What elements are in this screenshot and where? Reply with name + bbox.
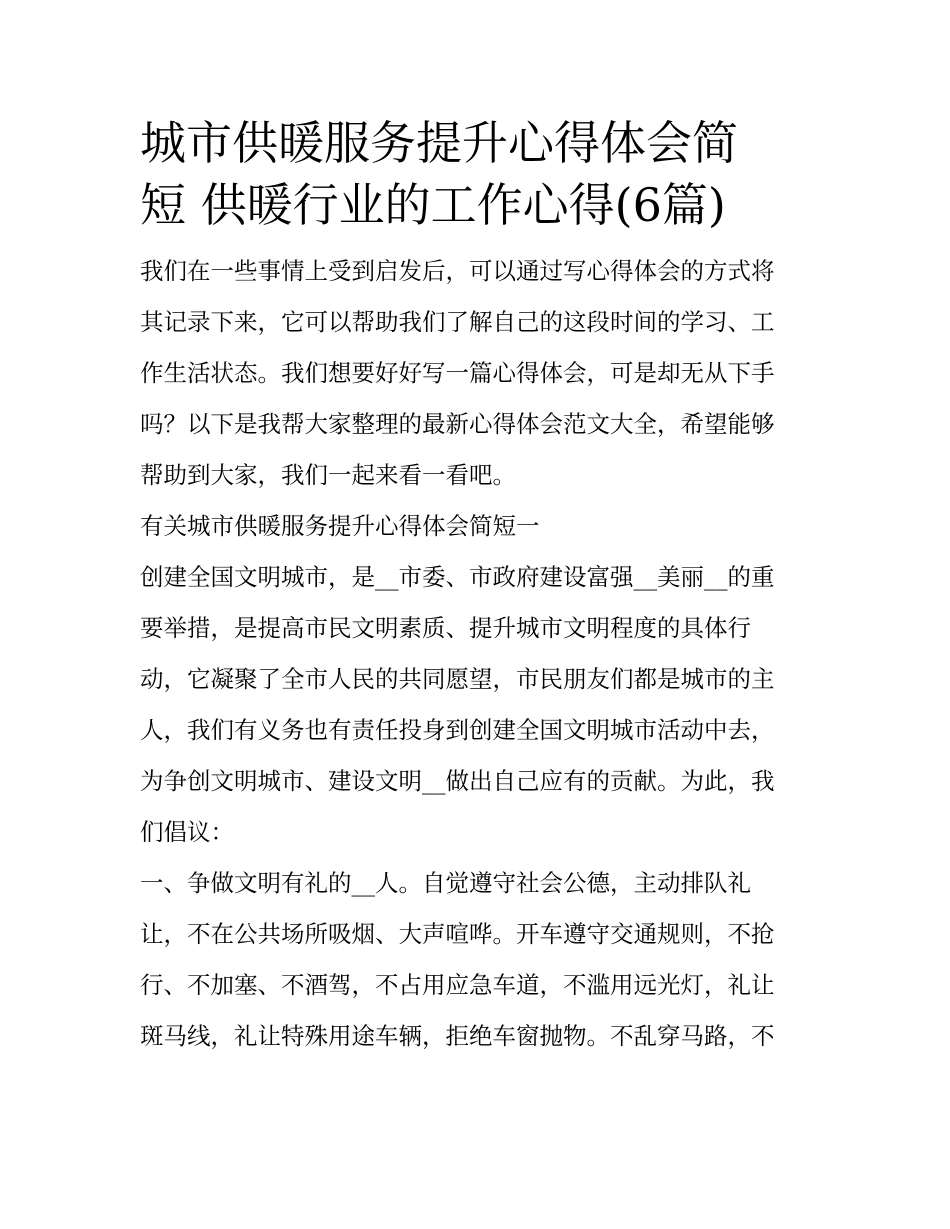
paragraph-line: 人，我们有义务也有责任投身到创建全国文明城市活动中去， <box>140 716 775 744</box>
paragraph-line: 其记录下来，它可以帮助我们了解自己的这段时间的学习、工 <box>140 308 775 336</box>
document-body <box>140 246 815 1062</box>
paragraph-line: 帮助到大家，我们一起来看一看吧。 <box>140 461 516 489</box>
paragraph-line: 要举措，是提高市民文明素质、提升城市文明程度的具体行 <box>140 614 751 642</box>
paragraph-line: 斑马线，礼让特殊用途车辆，拒绝车窗抛物。不乱穿马路，不 <box>140 1022 775 1050</box>
paragraph-line: 行、不加塞、不酒驾，不占用应急车道，不滥用远光灯，礼让 <box>140 971 775 999</box>
title-line-1: 城市供暖服务提升心得体会简 <box>140 116 738 170</box>
title-line-2: 短 供暖行业的工作心得(6篇) <box>140 178 726 232</box>
document-content <box>140 112 815 1062</box>
paragraph-line: 一、争做文明有礼的__人。自觉遵守社会公德，主动排队礼 <box>140 869 751 897</box>
paragraph-line: 作生活状态。我们想要好好写一篇心得体会，可是却无从下手 <box>140 359 775 387</box>
document-title <box>140 112 815 236</box>
paragraph-line: 吗？以下是我帮大家整理的最新心得体会范文大全，希望能够 <box>140 410 775 438</box>
paragraph-line: 们倡议： <box>140 818 234 846</box>
section-heading: 有关城市供暖服务提升心得体会简短一 <box>140 512 540 540</box>
paragraph-line: 我们在一些事情上受到启发后，可以通过写心得体会的方式将 <box>140 257 775 285</box>
paragraph-line: 动，它凝聚了全市人民的共同愿望，市民朋友们都是城市的主 <box>140 665 775 693</box>
paragraph-line: 为争创文明城市、建设文明__做出自己应有的贡献。为此，我 <box>140 767 775 795</box>
paragraph-line: 让，不在公共场所吸烟、大声喧哗。开车遵守交通规则，不抢 <box>140 920 775 948</box>
paragraph-line: 创建全国文明城市，是__市委、市政府建设富强__美丽__的重 <box>140 563 775 591</box>
